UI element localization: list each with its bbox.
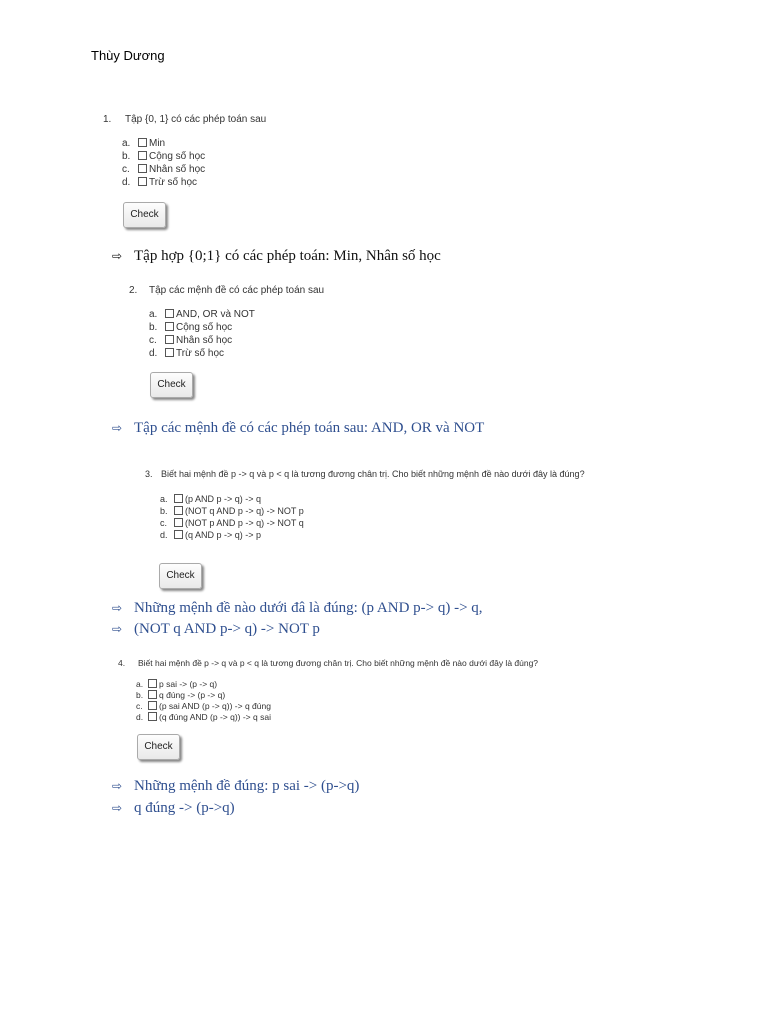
option-d[interactable]: d. (q đúng AND (p -> q)) -> q sai (136, 712, 271, 722)
option-c[interactable]: c. (p sai AND (p -> q)) -> q đúng (136, 701, 271, 711)
checkbox[interactable] (165, 309, 174, 318)
question-title: Biết hai mệnh đề p -> q và p < q là tương đương chân trị. Cho biết những mệnh đề nào dưới đây là đúng? (161, 469, 585, 479)
answer-1: ⇨ Tập hợp {0;1} có các phép toán: Min, Nhân số học (112, 248, 441, 264)
option-c[interactable]: c. (NOT p AND p -> q) -> NOT q (160, 518, 304, 528)
answer-2: ⇨ Tập các mệnh đề có các phép toán sau: AND, OR và NOT (112, 420, 485, 436)
checkbox[interactable] (148, 690, 157, 699)
question-3 (145, 469, 585, 541)
option-b[interactable]: b. Cộng số học (122, 151, 206, 162)
option-a[interactable]: a. AND, OR và NOT (149, 309, 255, 320)
checkbox[interactable] (174, 506, 183, 515)
checkbox[interactable] (138, 177, 147, 186)
option-c[interactable]: c. Nhân số học (149, 335, 233, 346)
option-a[interactable]: a. (p AND p -> q) -> q (160, 494, 262, 504)
question-title: Tập {0, 1} có các phép toán sau (125, 114, 267, 125)
checkbox[interactable] (138, 151, 147, 160)
option-b[interactable]: b. (NOT q AND p -> q) -> NOT p (160, 506, 304, 516)
option-a[interactable]: a. p sai -> (p -> q) (136, 679, 218, 689)
option-b[interactable]: b. Cộng số học (149, 322, 233, 333)
checkbox[interactable] (138, 164, 147, 173)
checkbox[interactable] (165, 335, 174, 344)
option-d[interactable]: d. (q AND p -> q) -> p (160, 530, 262, 540)
option-d[interactable]: d. Trừ số học (122, 177, 198, 188)
arrow-right-icon: ⇨ (112, 801, 123, 815)
checkbox[interactable] (174, 518, 183, 527)
question-4 (118, 658, 538, 723)
checkbox[interactable] (148, 679, 157, 688)
question-title: Tập các mệnh đề có các phép toán sau (149, 285, 325, 296)
question-1 (103, 114, 266, 189)
answer-3: ⇨ Những mệnh đề nào dưới đâ là đúng: (p AND p-> q) -> q, (112, 600, 483, 616)
option-a[interactable]: a. Min (122, 138, 166, 149)
checkbox[interactable] (174, 530, 183, 539)
checkbox[interactable] (148, 712, 157, 721)
question-number: 3. (145, 469, 153, 479)
check-button[interactable]: Check (137, 734, 180, 760)
question-number: 4. (118, 658, 126, 668)
arrow-right-icon: ⇨ (112, 421, 123, 435)
checkbox[interactable] (174, 494, 183, 503)
option-c[interactable]: c. Nhân số học (122, 164, 206, 175)
option-d[interactable]: d. Trừ số học (149, 348, 225, 359)
answer-4-continued: ⇨ q đúng -> (p->q) (112, 800, 235, 816)
author-name: Thùy Dương (91, 48, 165, 63)
question-number: 1. (103, 114, 112, 125)
answer-4: ⇨ Những mệnh đề đúng: p sai -> (p->q) (112, 778, 360, 794)
arrow-right-icon: ⇨ (112, 622, 123, 636)
question-title: Biết hai mệnh đề p -> q và p < q là tương đương chân trị. Cho biết những mệnh đề nào dưới đây là đúng? (138, 658, 539, 668)
check-button[interactable]: Check (159, 563, 202, 589)
checkbox[interactable] (165, 322, 174, 331)
checkbox[interactable] (165, 348, 174, 357)
answer-3-continued: ⇨ (NOT q AND p-> q) -> NOT p (112, 621, 320, 637)
question-2 (129, 285, 324, 360)
question-number: 2. (129, 285, 138, 296)
check-button[interactable]: Check (123, 202, 166, 228)
checkbox[interactable] (148, 701, 157, 710)
arrow-right-icon: ⇨ (112, 601, 123, 615)
checkbox[interactable] (138, 138, 147, 147)
arrow-right-icon: ⇨ (112, 249, 123, 263)
check-button[interactable]: Check (150, 372, 193, 398)
arrow-right-icon: ⇨ (112, 779, 123, 793)
option-b[interactable]: b. q đúng -> (p -> q) (136, 690, 226, 700)
